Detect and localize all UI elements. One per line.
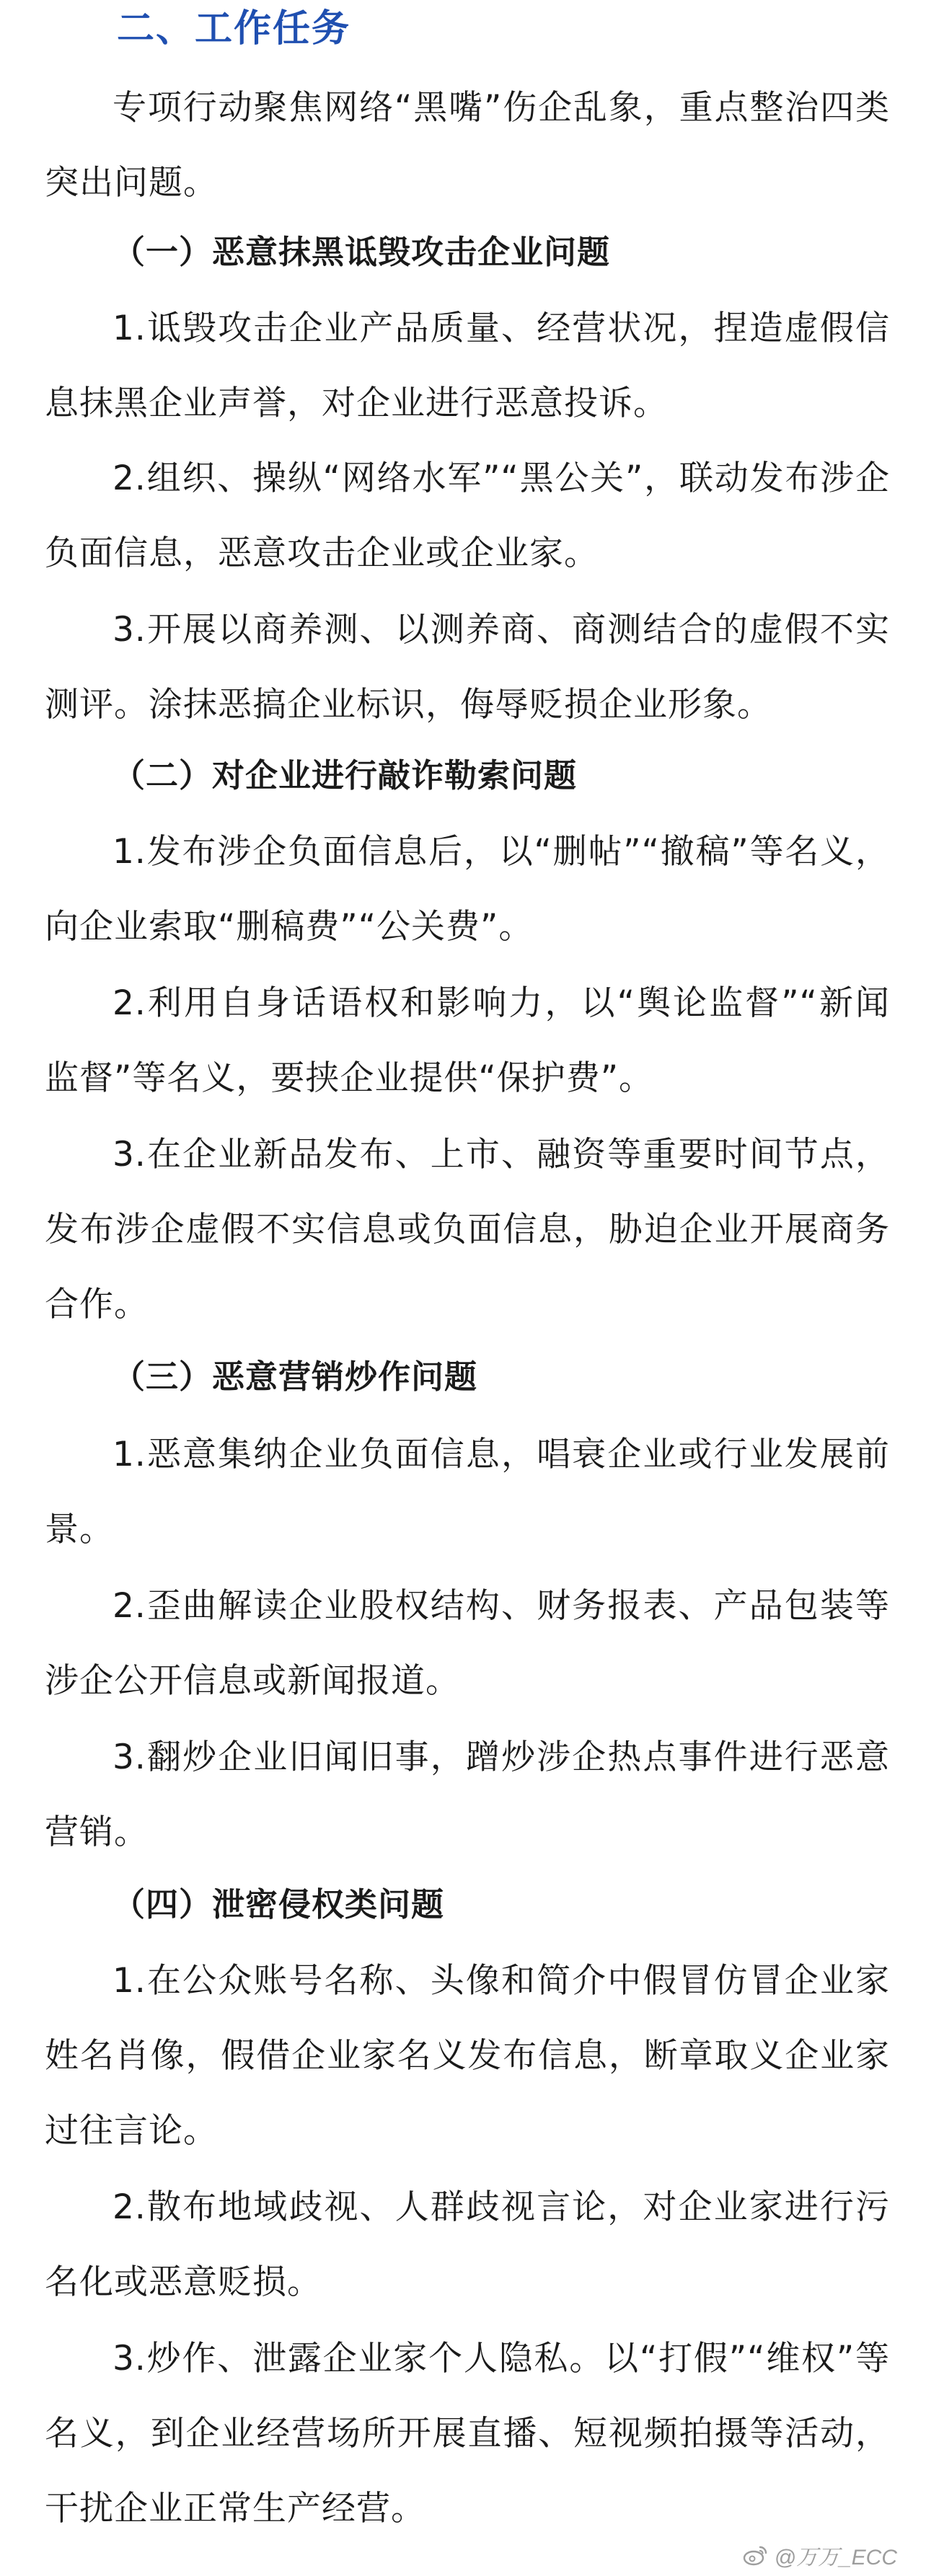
weibo-logo-icon	[743, 2544, 769, 2566]
subsection-heading-2: （二）对企业进行敲诈勒索问题	[113, 756, 578, 795]
subsection-1-item-2: 2.组织、操纵“网络水军”“黑公关”，联动发布涉企负面信息，恶意攻击企业或企业家。	[45, 459, 890, 573]
subsection-3-item-2: 2.歪曲解读企业股权结构、财务报表、产品包装等涉企公开信息或新闻报道。	[45, 1586, 890, 1701]
subsection-3-item-3: 3.翻炒企业旧闻旧事，蹭炒涉企热点事件进行恶意营销。	[45, 1738, 890, 1852]
subsection-3-item-1: 1.恶意集纳企业负面信息，唱衰企业或行业发展前景。	[45, 1435, 890, 1549]
watermark-text: @万万_ECC	[774, 2546, 897, 2570]
subsection-4-item-1: 1.在公众账号名称、头像和简介中假冒仿冒企业家姓名肖像，假借企业家名义发布信息，断章取义企业家过往言论。	[45, 1961, 890, 2151]
subsection-2-item-2: 2.利用自身话语权和影响力，以“舆论监督”“新闻监督”等名义，要挟企业提供“保护费”。	[45, 983, 890, 1098]
subsection-2-item-1: 1.发布涉企负面信息后，以“删帖”“撤稿”等名义，向企业索取“删稿费”“公关费”。	[45, 832, 890, 947]
watermark	[743, 2541, 897, 2570]
subsection-4-item-3: 3.炒作、泄露企业家个人隐私。以“打假”“维权”等名义，到企业经营场所开展直播、短视频拍摄等活动，干扰企业正常生产经营。	[45, 2339, 890, 2528]
subsection-4-item-2: 2.散布地域歧视、人群歧视言论，对企业家进行污名化或恶意贬损。	[45, 2187, 890, 2302]
subsection-heading-3: （三）恶意营销炒作问题	[113, 1358, 478, 1396]
subsection-2-item-3: 3.在企业新品发布、上市、融资等重要时间节点，发布涉企虚假不实信息或负面信息，胁迫企业开展商务合作。	[45, 1135, 890, 1324]
intro-paragraph: 专项行动聚焦网络“黑嘴”伤企乱象，重点整治四类突出问题。	[45, 88, 890, 203]
subsection-1-item-3: 3.开展以商养测、以测养商、商测结合的虚假不实测评。涂抹恶搞企业标识，侮辱贬损企业形象。	[45, 610, 890, 725]
subsection-heading-4: （四）泄密侵权类问题	[113, 1885, 445, 1924]
subsection-heading-1: （一）恶意抹黑诋毁攻击企业问题	[113, 233, 611, 271]
subsection-1-item-1: 1.诋毁攻击企业产品质量、经营状况，捏造虚假信息抹黑企业声誉，对企业进行恶意投诉。	[45, 309, 890, 423]
section-title: 二、工作任务	[117, 7, 351, 50]
